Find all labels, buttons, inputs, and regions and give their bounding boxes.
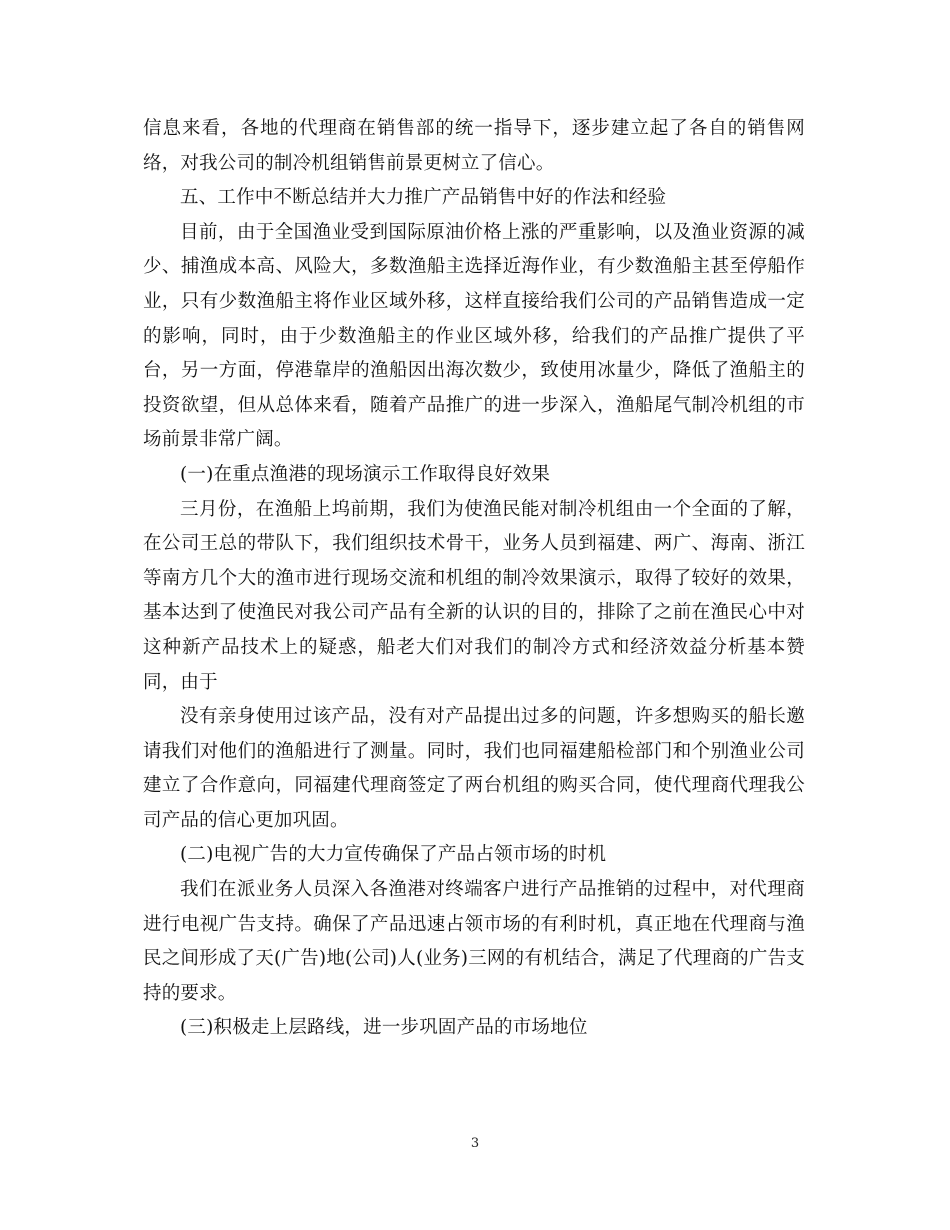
subheading-three: (三)积极走上层路线，进一步巩固产品的市场地位: [180, 1017, 588, 1039]
subheading-one: (一)在重点渔港的现场演示工作取得良好效果: [180, 463, 551, 485]
paragraph-tv-advertising: 我们在派业务人员深入各渔港对终端客户进行产品推销的过程中，对代理商进行电视广告支持。确保了产品迅速占领市场的有利时机，真正地在代理商与渔民之间形成了天(广告)地(公司)人(业务)三网的有机结合，满足了代理商的广告支持的要求。: [143, 879, 805, 1004]
subheading-two: (二)电视广告的大力宣传确保了产品占领市场的时机: [180, 844, 607, 866]
paragraph-continuation: 信息来看，各地的代理商在销售部的统一指导下，逐步建立起了各自的销售网络，对我公司的制冷机组销售前景更树立了信心。: [143, 118, 805, 174]
paragraph-cooperation: 没有亲身使用过该产品，没有对产品提出过多的问题，许多想购买的船长邀请我们对他们的渔船进行了测量。同时，我们也同福建船检部门和个别渔业公司建立了合作意向，同福建代理商签定了两台机组的购买合同，使代理商代理我公司产品的信心更加巩固。: [143, 706, 805, 831]
section-heading-five: 五、工作中不断总结并大力推广产品销售中好的作法和经验: [180, 187, 667, 209]
paragraph-market-overview: 目前，由于全国渔业受到国际原油价格上涨的严重影响，以及渔业资源的减少、捕渔成本高、风险大，多数渔船主选择近海作业，有少数渔船主甚至停船作业，只有少数渔船主将作业区域外移，这样直接给我们公司的产品销售造成一定的影响，同时，由于少数渔船主的作业区域外移，给我们的产品推广提供了平台，另一方面，停港靠岸的渔船因出海次数少，致使用冰量少，降低了渔船主的投资欲望，但从总体来看，随着产品推广的进一步深入，渔船尾气制冷机组的市场前景非常广阔。: [143, 221, 805, 451]
body-text: [143, 112, 805, 1046]
page-number: 3: [470, 1136, 480, 1151]
paragraph-demonstration: 三月份，在渔船上坞前期，我们为使渔民能对制冷机组由一个全面的了解，在公司王总的带队下，我们组织技术骨干，业务人员到福建、两广、海南、浙江等南方几个大的渔市进行现场交流和机组的制冷效果演示，取得了较好的效果，基本达到了使渔民对我公司产品有全新的认识的目的，排除了之前在渔民心中对这种新产品技术上的疑惑，船老大们对我们的制冷方式和经济效益分析基本赞同，由于: [143, 498, 805, 693]
